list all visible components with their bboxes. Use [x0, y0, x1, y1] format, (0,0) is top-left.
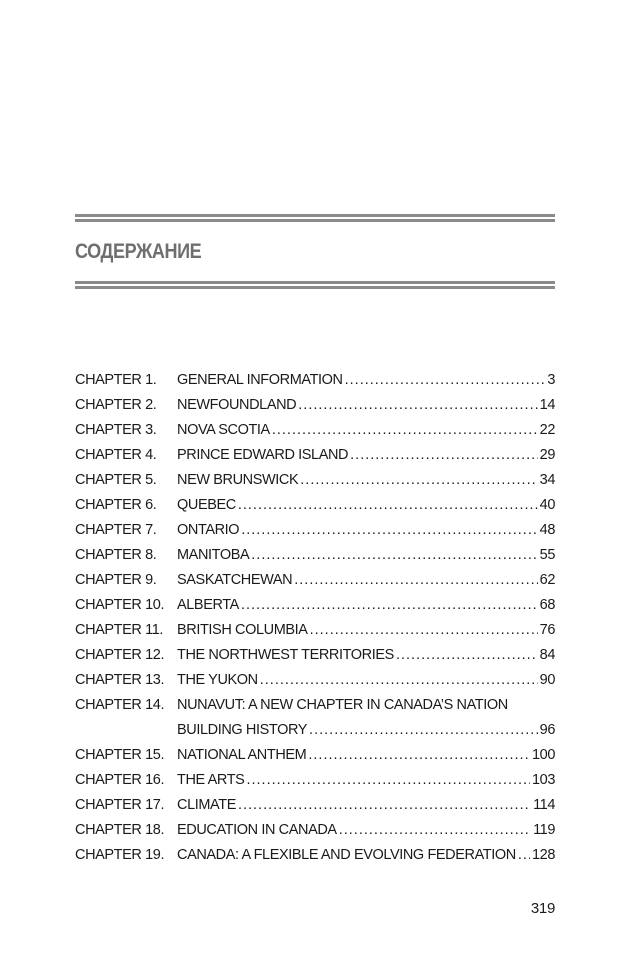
chapter-label: CHAPTER 10.	[75, 597, 165, 613]
entry-text	[177, 493, 555, 518]
entry-text	[177, 618, 555, 643]
dot-leader	[300, 468, 537, 493]
chapter-title: THE ARTS	[177, 772, 245, 788]
chapter-label: CHAPTER 16.	[75, 772, 165, 788]
toc-entry	[75, 793, 555, 818]
dot-leader	[339, 818, 531, 843]
chapter-page-number: 34	[539, 472, 555, 488]
dot-leader	[251, 543, 537, 568]
chapter-page-number: 128	[532, 847, 555, 863]
chapter-label: CHAPTER 19.	[75, 847, 165, 863]
chapter-page-number: 114	[533, 797, 555, 813]
entry-text	[177, 568, 555, 593]
dot-leader	[241, 518, 537, 543]
chapter-page-number: 90	[539, 672, 555, 688]
toc-entry	[75, 618, 555, 643]
entry-text	[177, 843, 555, 868]
chapter-page-number: 103	[532, 772, 555, 788]
chapter-label: CHAPTER 3.	[75, 422, 157, 438]
chapter-title: NEW BRUNSWICK	[177, 472, 299, 488]
toc-entry	[75, 768, 555, 793]
chapter-title: SASKATCHEWAN	[177, 572, 293, 588]
entry-text	[177, 543, 555, 568]
chapter-label: CHAPTER 9.	[75, 572, 157, 588]
entry-text	[177, 518, 555, 543]
chapter-title: MANITOBA	[177, 547, 250, 563]
toc-entry	[75, 443, 555, 468]
dot-leader	[396, 643, 538, 668]
dot-leader	[309, 718, 538, 743]
entry-text	[177, 443, 555, 468]
chapter-title: ALBERTA	[177, 597, 239, 613]
dot-leader	[238, 793, 531, 818]
chapter-page-number: 3	[547, 372, 555, 388]
chapter-label: CHAPTER 12.	[75, 647, 165, 663]
chapter-label: CHAPTER 13.	[75, 672, 165, 688]
chapter-label: CHAPTER 7.	[75, 522, 157, 538]
chapter-label: CHAPTER 1.	[75, 372, 157, 388]
dot-leader	[272, 418, 538, 443]
chapter-page-number: 22	[539, 422, 555, 438]
top-double-rule	[75, 214, 555, 222]
chapter-page-number: 119	[533, 822, 555, 838]
rule-line	[75, 286, 555, 289]
chapter-page-number: 100	[532, 747, 555, 763]
chapter-title: BUILDING HISTORY	[177, 722, 308, 738]
chapter-label: CHAPTER 18.	[75, 822, 165, 838]
toc-entry	[75, 468, 555, 493]
chapter-title-line: NUNAVUT: A NEW CHAPTER IN CANADA’S NATION	[177, 697, 508, 713]
chapter-label: CHAPTER 6.	[75, 497, 157, 513]
entry-text	[177, 793, 555, 818]
chapter-title: NOVA SCOTIA	[177, 422, 270, 438]
chapter-title: THE YUKON	[177, 672, 258, 688]
dot-leader	[518, 843, 530, 868]
chapter-page-number: 40	[539, 497, 555, 513]
dot-leader	[294, 568, 537, 593]
dot-leader	[241, 593, 538, 618]
toc-entry	[75, 593, 555, 618]
entry-text	[177, 593, 555, 618]
dot-leader	[345, 368, 546, 393]
dot-leader	[260, 668, 538, 693]
chapter-label: CHAPTER 17.	[75, 797, 165, 813]
toc-entry	[75, 543, 555, 568]
toc-entry	[75, 743, 555, 768]
toc-entry	[75, 518, 555, 543]
entry-text	[177, 468, 555, 493]
toc-entry	[75, 418, 555, 443]
dot-leader	[350, 443, 538, 468]
chapter-title: THE NORTHWEST TERRITORIES	[177, 647, 394, 663]
page-number: 319	[530, 900, 555, 917]
chapter-label: CHAPTER 14.	[75, 697, 165, 713]
chapter-label: CHAPTER 2.	[75, 397, 157, 413]
chapter-page-number: 14	[539, 397, 555, 413]
chapter-page-number: 29	[539, 447, 555, 463]
toc-entry	[75, 693, 555, 743]
chapter-label: CHAPTER 5.	[75, 472, 157, 488]
dot-leader	[308, 743, 530, 768]
entry-text	[177, 743, 555, 768]
toc-entry	[75, 393, 555, 418]
chapter-label: CHAPTER 8.	[75, 547, 157, 563]
toc-entry	[75, 668, 555, 693]
entry-text	[177, 393, 555, 418]
chapter-label: CHAPTER 11.	[75, 622, 163, 638]
dot-leader	[238, 493, 538, 518]
entry-text	[177, 693, 555, 743]
chapter-title: BRITISH COLUMBIA	[177, 622, 308, 638]
chapter-title: GENERAL INFORMATION	[177, 372, 343, 388]
entry-text	[177, 643, 555, 668]
page-title: СОДЕРЖАНИЕ	[75, 240, 202, 263]
chapter-title: EDUCATION IN CANADA	[177, 822, 337, 838]
chapter-title: QUEBEC	[177, 497, 236, 513]
toc-entry	[75, 493, 555, 518]
chapter-title: CANADA: A FLEXIBLE AND EVOLVING FEDERATION	[177, 847, 516, 863]
toc-entry	[75, 643, 555, 668]
bottom-double-rule	[75, 281, 555, 289]
chapter-title: PRINCE EDWARD ISLAND	[177, 447, 349, 463]
chapter-page-number: 48	[539, 522, 555, 538]
dot-leader	[298, 393, 537, 418]
chapter-title: NEWFOUNDLAND	[177, 397, 297, 413]
entry-text	[177, 818, 555, 843]
table-of-contents	[75, 368, 555, 868]
dot-leader	[246, 768, 530, 793]
toc-entry	[75, 818, 555, 843]
dot-leader	[310, 618, 538, 643]
chapter-label: CHAPTER 15.	[75, 747, 165, 763]
entry-text	[177, 418, 555, 443]
entry-text	[177, 768, 555, 793]
chapter-page-number: 76	[539, 622, 555, 638]
chapter-title: NATIONAL ANTHEM	[177, 747, 307, 763]
entry-text	[177, 368, 555, 393]
entry-text	[177, 668, 555, 693]
chapter-page-number: 84	[539, 647, 555, 663]
chapter-page-number: 96	[539, 722, 555, 738]
chapter-label: CHAPTER 4.	[75, 447, 157, 463]
toc-entry	[75, 368, 555, 393]
chapter-page-number: 55	[539, 547, 555, 563]
toc-entry	[75, 568, 555, 593]
chapter-page-number: 68	[539, 597, 555, 613]
chapter-title: CLIMATE	[177, 797, 236, 813]
rule-line	[75, 219, 555, 222]
chapter-page-number: 62	[539, 572, 555, 588]
chapter-title: ONTARIO	[177, 522, 240, 538]
toc-entry	[75, 843, 555, 868]
